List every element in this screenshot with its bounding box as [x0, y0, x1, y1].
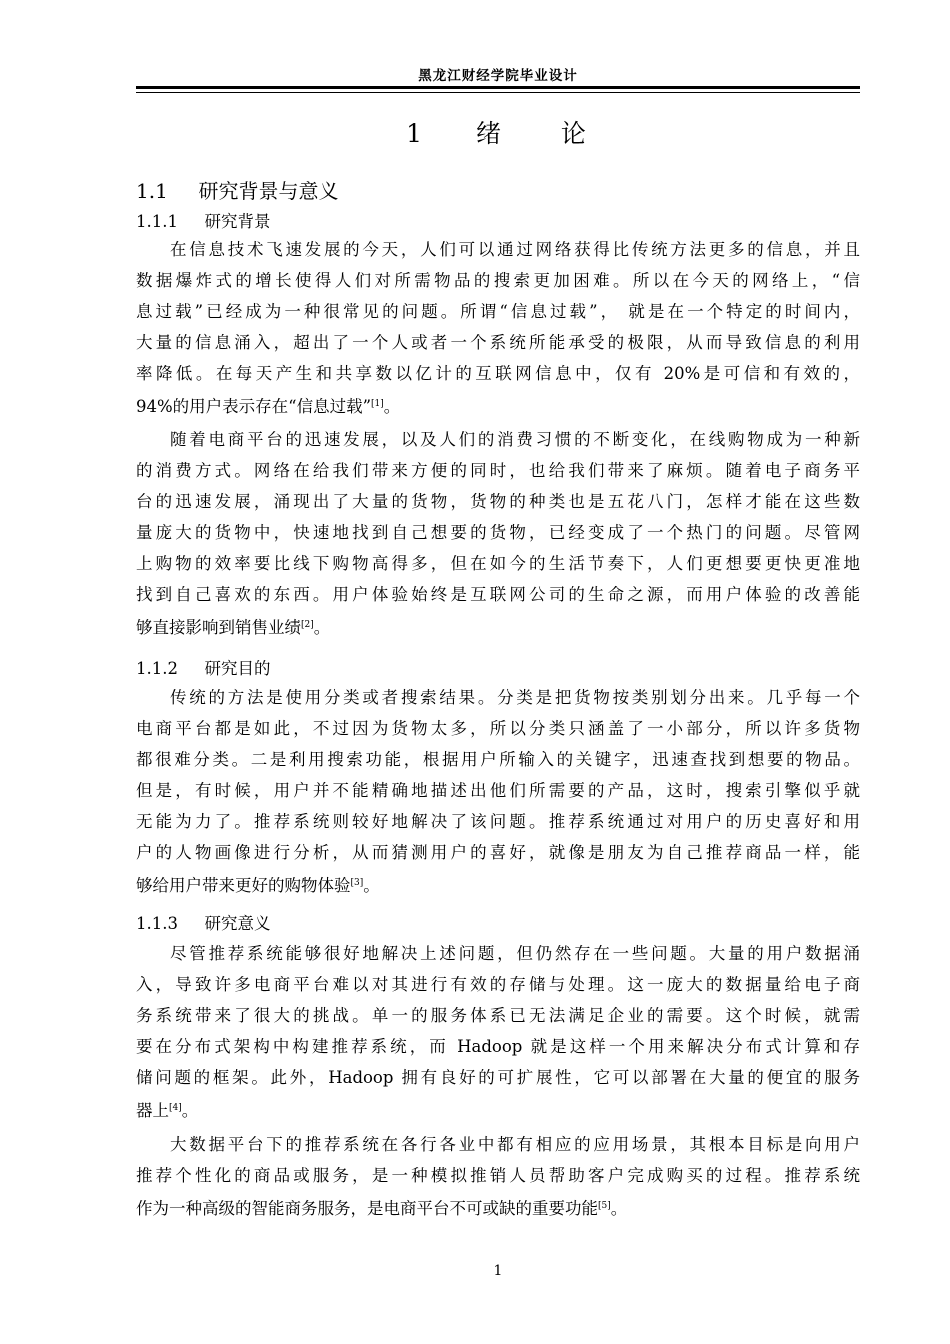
paragraph-line: 入，导致许多电商平台难以对其进行有效的存储与处理。这一庞大的数据量给电子商 [136, 975, 860, 994]
header-rule-thin [136, 92, 860, 93]
paragraph-line: 率降低。在每天产生和共享数以亿计的互联网信息中，仅有 20%是可信和有效的， [136, 364, 860, 383]
header-rule-thick [136, 86, 860, 89]
paragraph-line: 要在分布式架构中构建推荐系统，而 Hadoop 就是这样一个用来解决分布式计算和存 [136, 1037, 860, 1056]
citation-ref: [5] [598, 1201, 611, 1211]
citation-ref: [2] [301, 620, 314, 630]
paragraph-line: 上购物的效率要比线下购物高得多，但在如今的生活节奏下，人们更想要更快更准地 [136, 554, 860, 573]
subsection-heading-1-1-2 [136, 655, 270, 679]
paragraph-line: 量庞大的货物中，快速地找到自己想要的货物，已经变成了一个热门的问题。尽管网 [136, 523, 860, 542]
paragraph-line-last [136, 868, 860, 899]
paragraph-3 [136, 682, 860, 899]
line-text: 够给用户带来更好的购物体验 [136, 876, 351, 895]
chapter-number: 1 [406, 119, 427, 148]
citation-ref: [1] [371, 399, 384, 409]
subsection-title: 研究目的 [204, 659, 271, 678]
subsection-heading-1-1-1 [136, 208, 270, 232]
line-text: 够直接影响到销售业绩 [136, 618, 301, 637]
paragraph-line: 电商平台都是如此，不过因为货物太多，所以分类只涵盖了一小部分，所以许多货物 [136, 719, 860, 738]
paragraph-line-last [136, 1093, 860, 1124]
line-end: 。 [610, 1199, 628, 1218]
paragraph-line: 台的迅速发展，涌现出了大量的货物，货物的种类也是五花八门，怎样才能在这些数 [136, 492, 860, 511]
section-number: 1.1 [136, 179, 168, 203]
subsection-title: 研究意义 [204, 914, 271, 933]
subsection-number: 1.1.3 [136, 914, 178, 933]
line-end: 。 [363, 876, 380, 895]
line-text: 器上 [136, 1101, 169, 1120]
paragraph-2 [136, 424, 860, 641]
paragraph-4 [136, 938, 860, 1124]
paragraph-line: 务系统带来了很大的挑战。单一的服务体系已无法满足企业的需要。这个时候，就需 [136, 1006, 860, 1025]
chapter-title-char-2: 论 [560, 119, 590, 148]
section-title: 研究背景与意义 [198, 179, 339, 203]
citation-ref: [4] [169, 1103, 182, 1113]
paragraph-line-last [136, 1191, 860, 1222]
paragraph-line: 的消费方式。网络在给我们带来方便的同时，也给我们带来了麻烦。随着电子商务平 [136, 461, 860, 480]
line-end: 。 [383, 397, 401, 416]
paragraph-line-last [136, 389, 860, 420]
paragraph-line: 找到自己喜欢的东西。用户体验始终是互联网公司的生命之源，而用户体验的改善能 [136, 585, 860, 604]
paragraph-line: 大量的信息涌入，超出了一个人或者一个系统所能承受的极限，从而导致信息的利用 [136, 333, 860, 352]
paragraph-line: 息过载”已经成为一种很常见的问题。所谓“信息过载”， 就是在一个特定的时间内， [136, 302, 860, 321]
paragraph-line: 但是，有时候，用户并不能精确地描述出他们所需要的产品，这时，搜索引擎似乎就 [136, 781, 860, 800]
paragraph-line-last [136, 610, 860, 641]
paragraph-line: 户的人物画像进行分析，从而猜测用户的喜好，就像是朋友为自己推荐商品一样，能 [136, 843, 860, 862]
citation-ref: [3] [350, 878, 364, 888]
page-header: 黑龙江财经学院毕业设计 [418, 68, 578, 84]
line-text: 94%的用户表示存在“信息过载” [136, 397, 372, 416]
chapter-title [136, 114, 860, 150]
section-heading-1-1 [136, 175, 339, 204]
paragraph-line: 储问题的框架。此外，Hadoop 拥有良好的可扩展性，它可以部署在大量的便宜的服务 [136, 1068, 860, 1087]
paragraph-line: 都很难分类。二是利用搜索功能，根据用户所输入的关键字，迅速查找到想要的物品。 [136, 750, 860, 769]
paragraph-line: 无能为力了。推荐系统则较好地解决了该问题。推荐系统通过对用户的历史喜好和用 [136, 812, 860, 831]
paragraph-line: 大数据平台下的推荐系统在各行各业中都有相应的应用场景，其根本目标是向用户 [170, 1135, 860, 1154]
paragraph-1 [136, 234, 860, 420]
subsection-number: 1.1.1 [136, 212, 178, 231]
paragraph-5 [136, 1129, 860, 1222]
paragraph-line: 随着电商平台的迅速发展，以及人们的消费习惯的不断变化，在线购物成为一种新 [170, 430, 860, 449]
paragraph-line: 在信息技术飞速发展的今天，人们可以通过网络获得比传统方法更多的信息，并且 [170, 240, 860, 259]
subsection-number: 1.1.2 [136, 659, 178, 678]
page-number: 1 [493, 1263, 503, 1279]
paragraph-line: 推荐个性化的商品或服务，是一种模拟推销人员帮助客户完成购买的过程。推荐系统 [136, 1166, 860, 1185]
line-end: 。 [181, 1101, 199, 1120]
paragraph-line: 传统的方法是使用分类或者搜索结果。分类是把货物按类别划分出来。几乎每一个 [170, 688, 860, 707]
chapter-title-char-1: 绪 [475, 119, 505, 148]
line-end: 。 [313, 618, 331, 637]
paragraph-line: 尽管推荐系统能够很好地解决上述问题，但仍然存在一些问题。大量的用户数据涌 [170, 944, 860, 963]
subsection-heading-1-1-3 [136, 910, 270, 934]
subsection-title: 研究背景 [204, 212, 271, 231]
paragraph-line: 数据爆炸式的增长使得人们对所需物品的搜索更加困难。所以在今天的网络上，“信 [136, 271, 860, 290]
line-text: 作为一种高级的智能商务服务，是电商平台不可或缺的重要功能 [136, 1199, 598, 1218]
